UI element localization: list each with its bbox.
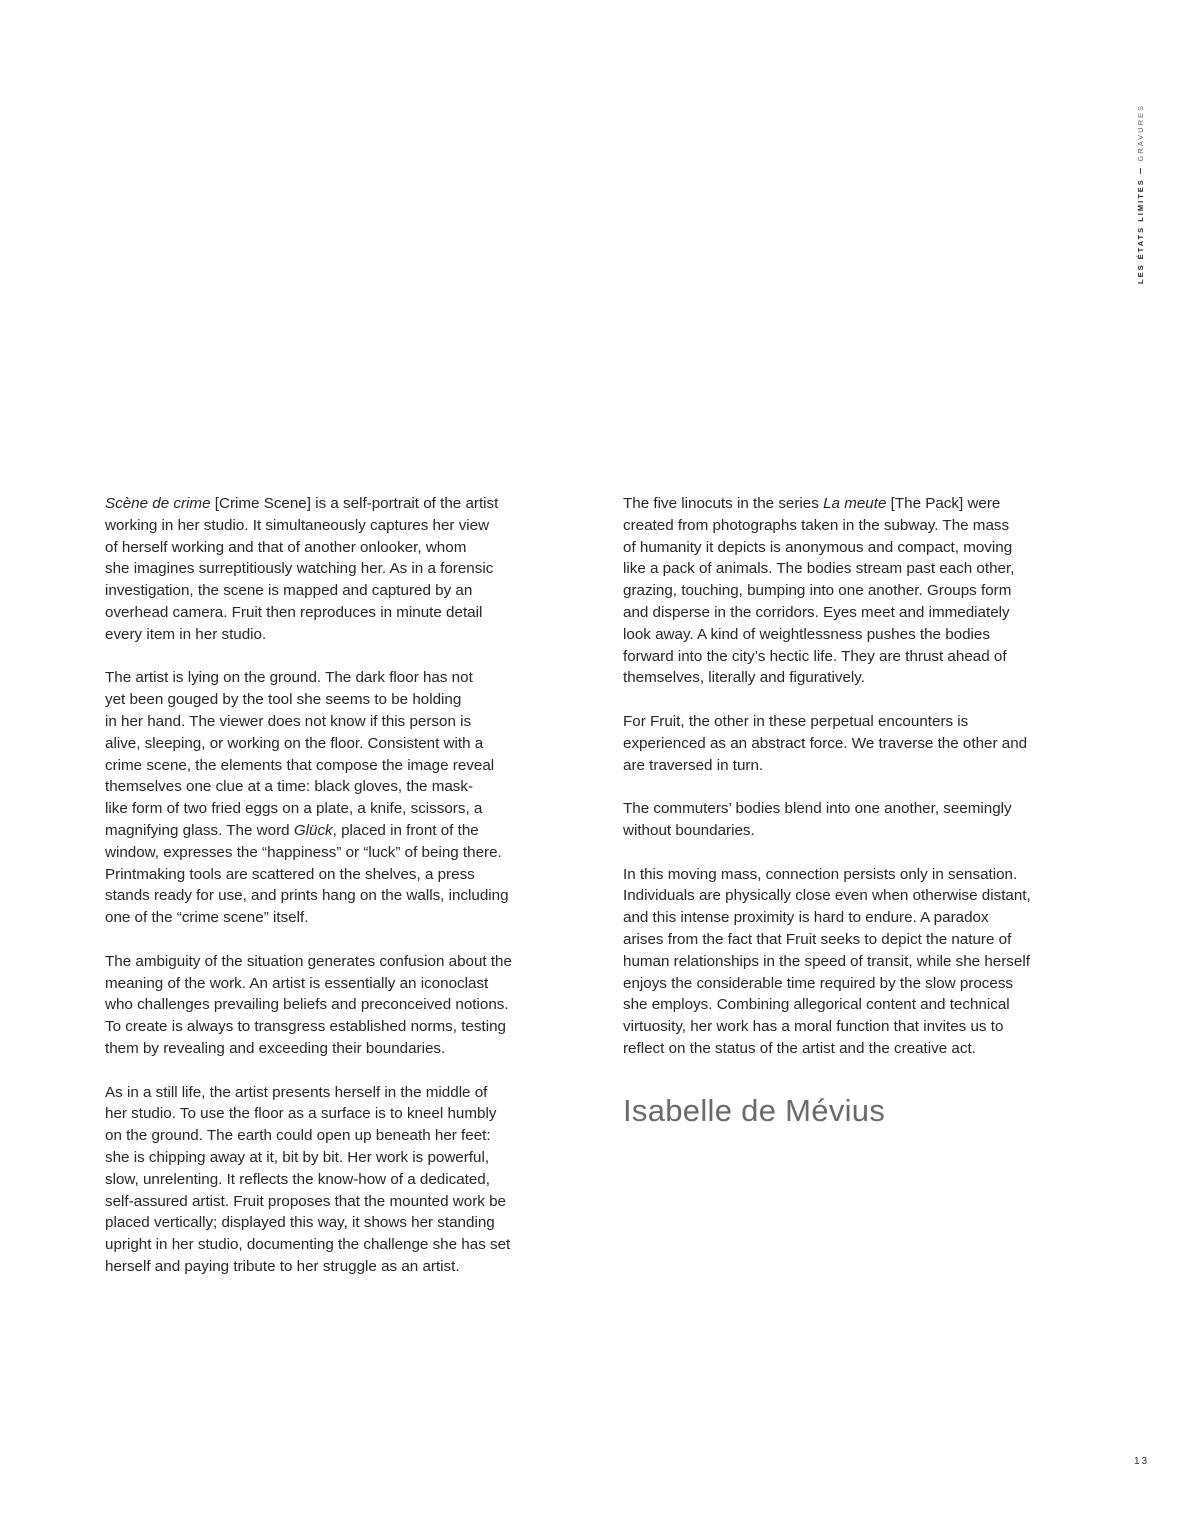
author-name: Isabelle de Mévius <box>623 1093 886 1128</box>
artwork-title: La meute <box>823 495 887 512</box>
paragraph: The artist is lying on the ground. The dark floor has not yet been gouged by the tool she seems to be holding in her hand. The viewer does not know if this person is alive, sleeping, or working on the floor. Consistent with a crime scene, the elements that compose the image reveal themselves one clue at a time: black gloves, the mask- like form of two fried eggs on a plate, a knife, scissors, a magnifying glass. The word Glück, placed in front of the window, expresses the “happiness” or “luck” of being there. Printmaking tools are scattered on the shelves, a press stands ready for use, and prints hang on the walls, including one of the “crime scene” itself. <box>105 669 509 927</box>
paragraph: In this moving mass, connection persists only in sensation. Individuals are physically close even when otherwise distant, and this intense proximity is hard to endure. A paradox arises from the fact that Fruit seeks to depict the nature of human relationships in the speed of transit, while she herself enjoys the considerable time required by the slow process she employs. Combining allegorical content and technical virtuosity, her work has a moral function that invites us to reflect on the status of the artist and the creative act. <box>623 865 1031 1057</box>
paragraph: As in a still life, the artist presents herself in the middle of her studio. To use the floor as a surface is to kneel humbly on the ground. The earth could open up beneath her feet: she is chipping away at it, bit by bit. Her work is powerful, slow, unrelenting. It reflects the know-how of a dedicated, self-assured artist. Fruit proposes that the mounted work be placed vertically; displayed this way, it shows her standing upright in her studio, documenting the challenge she has set herself and paying tribute to her struggle as an artist. <box>105 1083 511 1275</box>
header-divider <box>1140 168 1141 175</box>
paragraph: Scène de crime [Crime Scene] is a self-portrait of the artist working in her studio. It simultaneously captures her view of herself working and that of another onlooker, whom she imagines surreptitiously watching her. As in a forensic investigation, the scene is mapped and captured by an overhead camera. Fruit then reproduces in minute detail every item in her studio. <box>105 495 499 643</box>
series-title: LES ÉTATS LIMITES <box>1135 178 1145 284</box>
paragraph: The commuters’ bodies blend into one another, seemingly without boundaries. <box>623 800 1012 839</box>
running-header <box>1133 104 1147 284</box>
paragraph: The ambiguity of the situation generates confusion about the meaning of the work. An artist is essentially an iconoclast who challenges prevailing beliefs and preconceived notions. To create is always to transgress established norms, testing them by revealing and exceeding their boundaries. <box>105 952 512 1057</box>
paragraph: The five linocuts in the series La meute [The Pack] were created from photographs taken in the subway. The mass of humanity it depicts is anonymous and compact, moving like a pack of animals. The bodies stream past each other, grazing, touching, bumping into one another. Groups form and disperse in the corridors. Eyes meet and immediately look away. A kind of weightlessness pushes the bodies forward into the city’s hectic life. They are thrust ahead of themselves, literally and figuratively. <box>623 495 1015 687</box>
paragraph: For Fruit, the other in these perpetual encounters is experienced as an abstract force. We traverse the other and are traversed in turn. <box>623 712 1028 774</box>
page-number: 13 <box>1134 1456 1150 1467</box>
artwork-title: Scène de crime <box>105 495 211 512</box>
section-title: GRAVURES <box>1135 104 1145 162</box>
right-column <box>623 493 1063 1082</box>
italic-word: Glück <box>293 821 333 839</box>
left-column <box>105 493 545 1299</box>
